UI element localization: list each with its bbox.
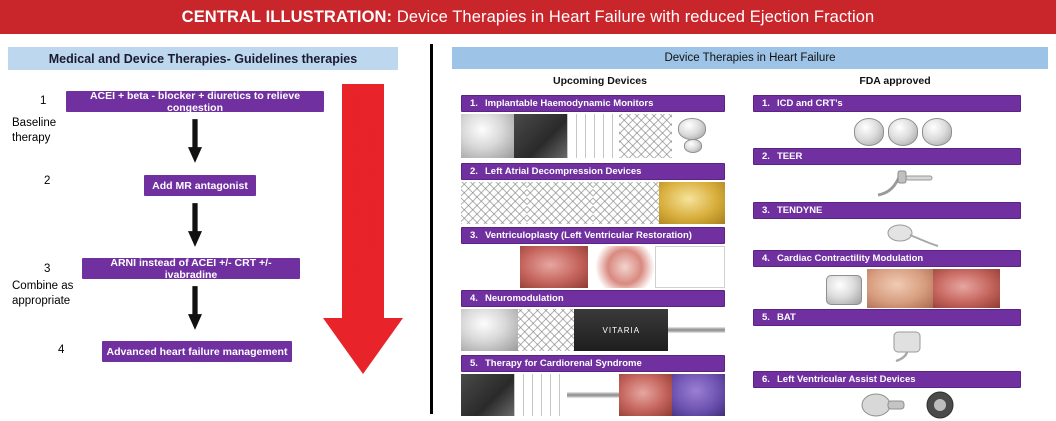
fda-device-2-index: 2. — [762, 151, 770, 162]
fda-device-3-label: TENDYNE — [777, 205, 823, 216]
fda-device-3-index: 3. — [762, 205, 770, 216]
atrial-shunt-image-1 — [461, 182, 527, 224]
right-panel-header — [452, 47, 1048, 69]
title-bold-prefix: CENTRAL ILLUSTRATION: — [181, 7, 393, 26]
ccm-heart-illustration — [933, 269, 1000, 308]
step-4-box: Advanced heart failure management — [102, 341, 292, 362]
neuromodulation-device-image — [574, 309, 668, 351]
cardiorenal-image-2 — [514, 374, 567, 416]
step-3-box: ARNI instead of ACEI +/- CRT +/- ivabradine — [82, 258, 300, 279]
upcoming-device-4-index: 4. — [470, 293, 478, 304]
arrow-step-2-to-3 — [188, 200, 202, 250]
fda-device-4-index: 4. — [762, 253, 770, 264]
neuromodulation-image-2 — [518, 309, 575, 351]
fda-device-4 — [753, 250, 1021, 267]
progression-arrow-label: If symptomatic and LVEF ≤35%, proceed to next step — [349, 94, 379, 282]
step-2-box: Add MR antagonist — [144, 175, 256, 196]
lvad-pump-shape-2 — [910, 390, 970, 420]
arrow-step-1-to-2 — [188, 116, 202, 166]
progression-arrow — [316, 84, 412, 374]
upcoming-device-4-label: Neuromodulation — [485, 293, 564, 304]
step-1-number: 1 — [40, 95, 47, 107]
step-2-number: 2 — [44, 175, 51, 187]
ccm-device-image — [800, 269, 867, 308]
fda-device-3 — [753, 202, 1021, 219]
ccm-implant-illustration — [867, 269, 934, 308]
upcoming-device-4 — [461, 290, 725, 307]
upcoming-device-3-label: Ventriculoplasty (Left Ventricular Restoration) — [485, 230, 692, 241]
cardiorenal-kidney-image — [672, 374, 725, 416]
upcoming-device-2-label: Left Atrial Decompression Devices — [485, 166, 642, 177]
lvad-pump-shape-1 — [850, 390, 910, 420]
neuromodulation-device-text: VITARIA — [602, 325, 641, 335]
ventriculoplasty-image-2 — [588, 246, 656, 288]
hemodynamic-monitor-image-3 — [567, 114, 620, 158]
title-rest: Device Therapies in Heart Failure with reduced Ejection Fraction — [392, 7, 875, 26]
upcoming-device-1-label: Implantable Haemodynamic Monitors — [485, 98, 654, 109]
page-title — [182, 8, 875, 27]
fda-device-1-label: ICD and CRT’s — [777, 98, 843, 109]
ventriculoplasty-image-3 — [655, 246, 725, 288]
icd-can-shape-3 — [922, 118, 952, 146]
tendyne-valve-shape — [880, 221, 942, 249]
monitor-disc-shape — [678, 118, 706, 140]
step-4-number: 4 — [58, 344, 65, 356]
fda-device-4-images — [800, 269, 1000, 308]
fda-device-5-images — [872, 328, 942, 364]
column-title-fda: FDA approved — [859, 75, 931, 87]
arrow-step-3-to-4 — [188, 283, 202, 333]
upcoming-device-3 — [461, 227, 725, 244]
icd-can-shape-1 — [854, 118, 884, 146]
fda-device-1 — [753, 95, 1021, 112]
title-banner — [0, 0, 1056, 34]
left-panel-header — [8, 47, 398, 70]
hemodynamic-monitor-image-1 — [461, 114, 514, 158]
step-1-box: ACEI + beta - blocker + diuretics to relieve congestion — [66, 91, 324, 112]
upcoming-device-5 — [461, 355, 725, 372]
neuromodulation-image-1 — [461, 309, 518, 351]
lvad-image-2 — [910, 390, 970, 420]
fda-device-4-label: Cardiac Contractility Modulation — [777, 253, 924, 264]
hemodynamic-monitor-image-5 — [672, 114, 725, 158]
fda-device-2-images — [870, 167, 940, 199]
hemodynamic-monitor-image-2 — [514, 114, 567, 158]
progression-arrow-head — [323, 318, 403, 374]
lvad-image-1 — [850, 390, 910, 420]
atrial-shunt-image-4 — [659, 182, 725, 224]
hemodynamic-monitor-image-4 — [619, 114, 672, 158]
cardiorenal-image-3 — [567, 374, 620, 416]
upcoming-device-2 — [461, 163, 725, 180]
bat-device-shape — [872, 328, 942, 364]
monitor-small-disc-shape — [684, 139, 702, 153]
upcoming-device-1-index: 1. — [470, 98, 478, 109]
left-panel-header-label: Medical and Device Therapies- Guidelines therapies — [48, 51, 358, 66]
upcoming-device-2-index: 2. — [470, 166, 478, 177]
column-title-upcoming: Upcoming Devices — [553, 75, 647, 87]
upcoming-device-1 — [461, 95, 725, 112]
atrial-shunt-image-3 — [593, 182, 659, 224]
fda-device-5-index: 5. — [762, 312, 770, 323]
fda-device-6-label: Left Ventricular Assist Devices — [777, 374, 916, 385]
upcoming-device-5-images — [461, 374, 725, 416]
upcoming-device-3-index: 3. — [470, 230, 478, 241]
upcoming-device-1-images — [461, 114, 725, 158]
fda-device-1-index: 1. — [762, 98, 770, 109]
step-3-number: 3 — [44, 263, 51, 275]
fda-device-2-label: TEER — [777, 151, 803, 162]
step-3-caption: Combine as appropriate — [12, 280, 74, 307]
vertical-divider — [430, 44, 433, 414]
cardiorenal-image-1 — [461, 374, 514, 416]
fda-device-5 — [753, 309, 1021, 326]
teer-clip-shape — [870, 167, 940, 199]
icd-can-shape-2 — [888, 118, 918, 146]
fda-device-1-images — [850, 114, 960, 148]
icd-device-image — [850, 114, 960, 148]
bat-device-image — [872, 328, 942, 364]
upcoming-device-3-images — [520, 246, 725, 288]
fda-device-6-images — [850, 390, 970, 420]
fda-device-6 — [753, 371, 1021, 388]
upcoming-device-2-images — [461, 182, 725, 224]
fda-device-3-images — [880, 221, 942, 249]
upcoming-device-5-label: Therapy for Cardiorenal Syndrome — [485, 358, 642, 369]
upcoming-device-4-images — [461, 309, 725, 351]
step-1-caption: Baseline therapy — [12, 117, 57, 144]
fda-device-2 — [753, 148, 1021, 165]
fda-device-5-label: BAT — [777, 312, 796, 323]
upcoming-device-5-index: 5. — [470, 358, 478, 369]
neuromodulation-image-4 — [668, 309, 725, 351]
cardiorenal-image-4 — [619, 374, 672, 416]
ventriculoplasty-image-1 — [520, 246, 588, 288]
ccm-generator-shape — [826, 275, 862, 305]
right-panel-header-label: Device Therapies in Heart Failure — [664, 52, 836, 64]
fda-device-6-index: 6. — [762, 374, 770, 385]
teer-clip-image — [870, 167, 940, 199]
tendyne-valve-image — [880, 221, 942, 249]
atrial-shunt-image-2 — [527, 182, 593, 224]
